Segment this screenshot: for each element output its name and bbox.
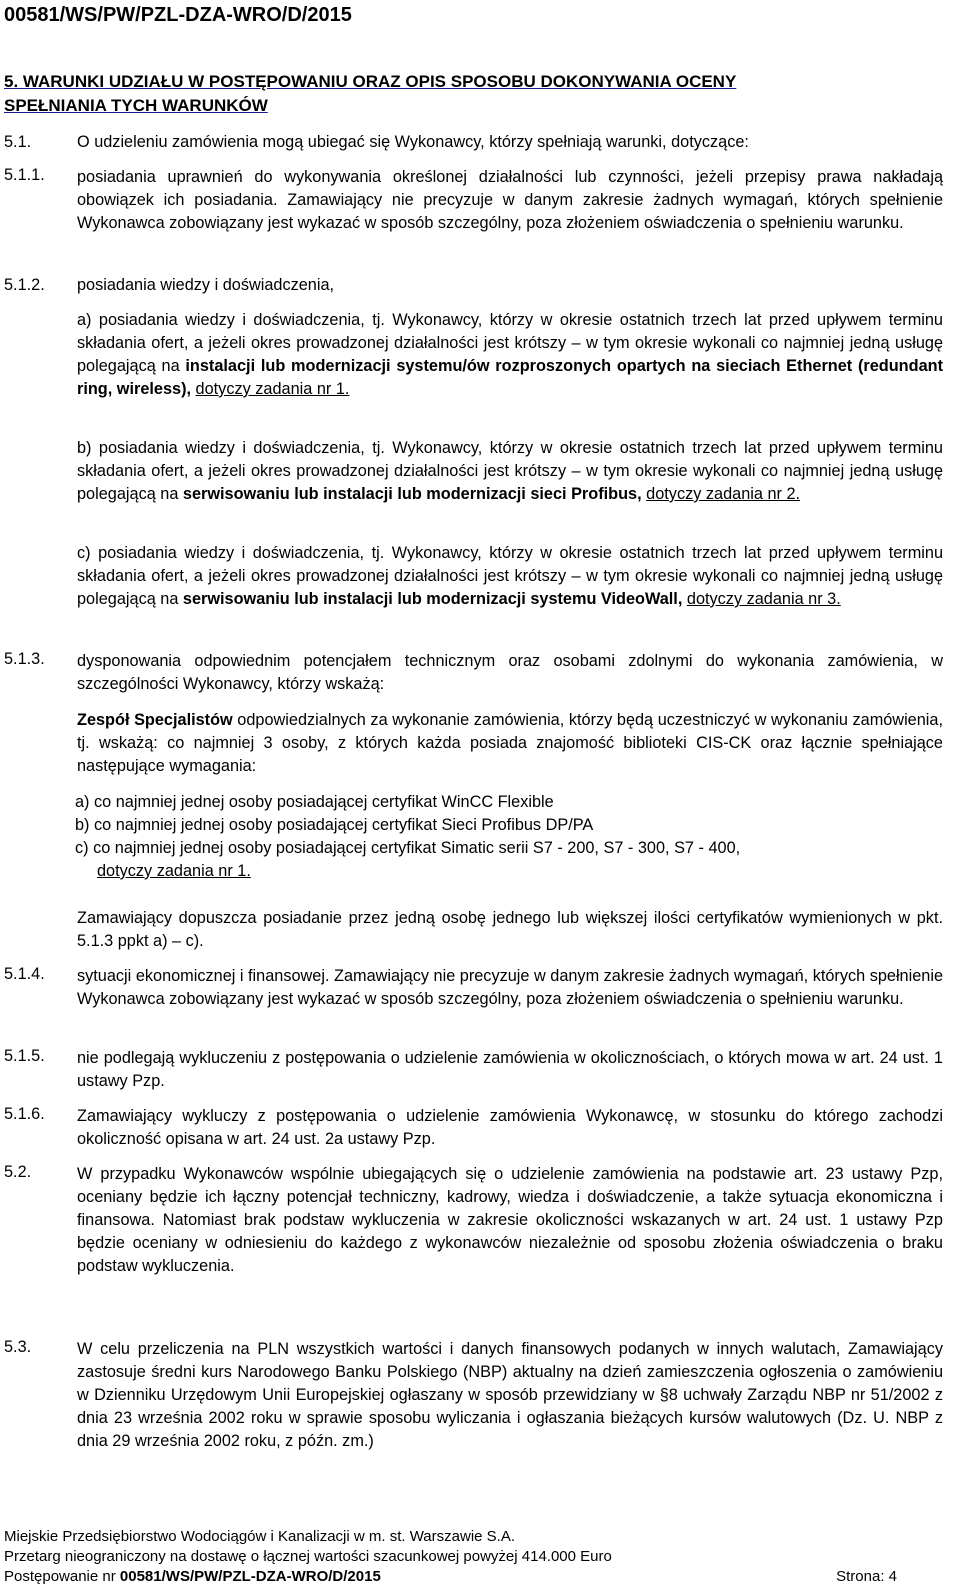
section-5-heading-line2: SPEŁNIANIA TYCH WARUNKÓW	[4, 96, 268, 115]
section-5-3-number: 5.3.	[4, 1338, 32, 1356]
requirement-a-task: dotyczy zadania nr 1.	[195, 380, 350, 398]
section-5-1-5-text: nie podlegają wykluczeniu z postępowania o udzielenie zamówienia w okolicznościach, o których mowa w art. 24 ust. 1 ustawy Pzp.	[77, 1049, 943, 1090]
section-5-2-number: 5.2.	[4, 1163, 32, 1181]
section-5-2-text: W przypadku Wykonawców wspólnie ubiegających się o udzielenie zamówienia na podstawie art. 23 ustawy Pzp, oceniany będzie ich łączny potencjał techniczny, kadrowy, wiedza i doświadczenie, a także sytuacja ekonomiczna i finansowa. Natomiast brak podstaw wykluczenia w zakresie okoliczności wskazanych w art. 24 ust. 1 ustawy Pzp będzie oceniany w odniesieniu do każdego z wykonawców niezależnie od sposobu złożenia oświadczenia o braku podstaw wykluczenia.	[77, 1165, 943, 1275]
team-paragraph	[77, 709, 943, 778]
team-text: odpowiedzialnych za wykonanie zamówienia, którzy będą uczestniczyć w wykonaniu zamówienia, tj. wskażą: co najmniej 3 osoby, z których każda posiada znajomość biblioteki CIS-CK oraz łącznie spełniające następujące wymagania:	[77, 711, 943, 775]
requirement-c-task: dotyczy zadania nr 3.	[686, 590, 841, 608]
footer-tender: Przetarg nieograniczony na dostawę o łącznej wartości szacunkowej powyżej 414.000 Euro	[4, 1548, 612, 1565]
certificate-item-c: c) co najmniej jednej osoby posiadającej certyfikat Simatic serii S7 - 200, S7 - 300, S7 - 400,	[75, 839, 741, 857]
section-5-heading-line1: 5. WARUNKI UDZIAŁU W POSTĘPOWANIU ORAZ OPIS SPOSOBU DOKONYWANIA OCENY	[4, 72, 737, 91]
certificate-item-b: b) co najmniej jednej osoby posiadającej certyfikat Sieci Profibus DP/PA	[75, 816, 594, 834]
section-5-1-1-text: posiadania uprawnień do wykonywania określonej działalności lub czynności, jeżeli przepisy prawa nakładają obowiązek ich posiadania. Zamawiający nie precyzuje w danym zakresie żadnych wymagań, których spełnienie Wykonawca zobowiązany jest wykazać w sposób szczególny, poza złożeniem oświadczenia o spełnieniu warunku.	[77, 168, 943, 232]
certificates-allowance-text: Zamawiający dopuszcza posiadanie przez jedną osobę jednego lub większej ilości certyfikatów wymienionych w pkt. 5.1.3 ppkt a) – c).	[77, 909, 943, 950]
certificate-task: dotyczy zadania nr 1.	[97, 862, 251, 880]
section-5-1-6-number: 5.1.6.	[4, 1105, 45, 1123]
footer-procedure-label: Postępowanie nr	[4, 1568, 120, 1585]
certificate-item-a: a) co najmniej jednej osoby posiadającej certyfikat WinCC Flexible	[75, 793, 554, 811]
requirement-b-task: dotyczy zadania nr 2.	[646, 485, 801, 503]
requirement-b-text: b) posiadania wiedzy i doświadczenia, tj. Wykonawcy, którzy w okresie ostatnich trzech lat przed upływem terminu składania ofert, a jeżeli okres prowadzonej działalności jest krótszy – w tym okresie wykonali co najmniej jedną usługę polegającą na	[77, 439, 943, 503]
page-number: Strona: 4	[836, 1568, 897, 1585]
requirement-a-bold: instalacji lub modernizacji systemu/ów rozproszonych opartych na sieciach Ethernet (redundant ring, wireless),	[77, 357, 943, 398]
section-5-1-number: 5.1.	[4, 133, 32, 151]
team-bold: Zespół Specjalistów	[77, 711, 233, 729]
section-5-1-2-text: posiadania wiedzy i doświadczenia,	[77, 276, 335, 294]
footer-procedure	[4, 1567, 954, 1587]
requirement-c-bold: serwisowaniu lub instalacji lub modernizacji systemu VideoWall,	[182, 590, 683, 608]
requirement-c-text: c) posiadania wiedzy i doświadczenia, tj. Wykonawcy, którzy w okresie ostatnich trzech lat przed upływem terminu składania ofert, a jeżeli okres prowadzonej działalności jest krótszy – w tym okresie wykonali co najmniej jedną usługę polegającą na	[77, 544, 943, 608]
section-5-1-5-number: 5.1.5.	[4, 1047, 45, 1065]
requirement-c-paragraph	[77, 542, 943, 611]
section-5-1-4-text: sytuacji ekonomicznej i finansowej. Zamawiający nie precyzuje w danym zakresie żadnych wymagań, których spełnienie Wykonawca zobowiązany jest wykazać w sposób szczególny, poza złożeniem oświadczenia o spełnieniu warunku.	[77, 967, 944, 1008]
requirement-b-paragraph	[77, 437, 943, 506]
document-id: 00581/WS/PW/PZL-DZA-WRO/D/2015	[4, 4, 352, 26]
section-5-1-2-number: 5.1.2.	[4, 276, 45, 294]
footer-company: Miejskie Przedsiębiorstwo Wodociągów i Kanalizacji w m. st. Warszawie S.A.	[4, 1528, 516, 1545]
section-5-3-text: W celu przeliczenia na PLN wszystkich wartości i danych finansowych podanych w innych walutach, Zamawiający zastosuje średni kurs Narodowego Banku Polskiego (NBP) aktualny na dzień zamieszczenia ogłoszenia o zamówieniu w Dzienniku Urzędowym Unii Europejskiej ogłaszany w sposób przewidziany w §8 uchwały Zarządu NBP nr 51/2002 z dnia 23 września 2002 roku w sprawie sposobu wyliczania i ogłaszania bieżących kursów walutowych (Dz. U. NBP z dnia 29 września 2002 roku, z późn. zm.)	[77, 1340, 943, 1450]
section-5-1-4-number: 5.1.4.	[4, 965, 45, 983]
section-5-1-3-number: 5.1.3.	[4, 650, 45, 668]
requirement-a-text: a) posiadania wiedzy i doświadczenia, tj. Wykonawcy, którzy w okresie ostatnich trzech lat przed upływem terminu składania ofert, a jeżeli okres prowadzonej działalności jest krótszy – w tym okresie wykonali co najmniej jedną usługę polegającą na	[77, 311, 943, 375]
certificate-list	[75, 791, 740, 883]
page-footer	[4, 1527, 954, 1587]
section-5-heading	[4, 70, 944, 118]
section-5-1-1-number: 5.1.1.	[4, 166, 45, 184]
requirement-b-bold: serwisowaniu lub instalacji lub modernizacji sieci Profibus,	[182, 485, 642, 503]
section-5-1-6-text: Zamawiający wykluczy z postępowania o udzielenie zamówienia Wykonawcę, w stosunku do którego zachodzi okoliczność opisana w art. 24 ust. 2a ustawy Pzp.	[77, 1107, 943, 1148]
section-5-1-text: O udzieleniu zamówienia mogą ubiegać się Wykonawcy, którzy spełniają warunki, dotyczące:	[77, 133, 749, 151]
requirement-a-paragraph	[77, 309, 943, 401]
footer-procedure-id: 00581/WS/PW/PZL-DZA-WRO/D/2015	[119, 1568, 381, 1585]
section-5-1-3-text: dysponowania odpowiednim potencjałem technicznym oraz osobami zdolnymi do wykonania zamówienia, w szczególności Wykonawcy, którzy wskażą:	[77, 652, 943, 693]
